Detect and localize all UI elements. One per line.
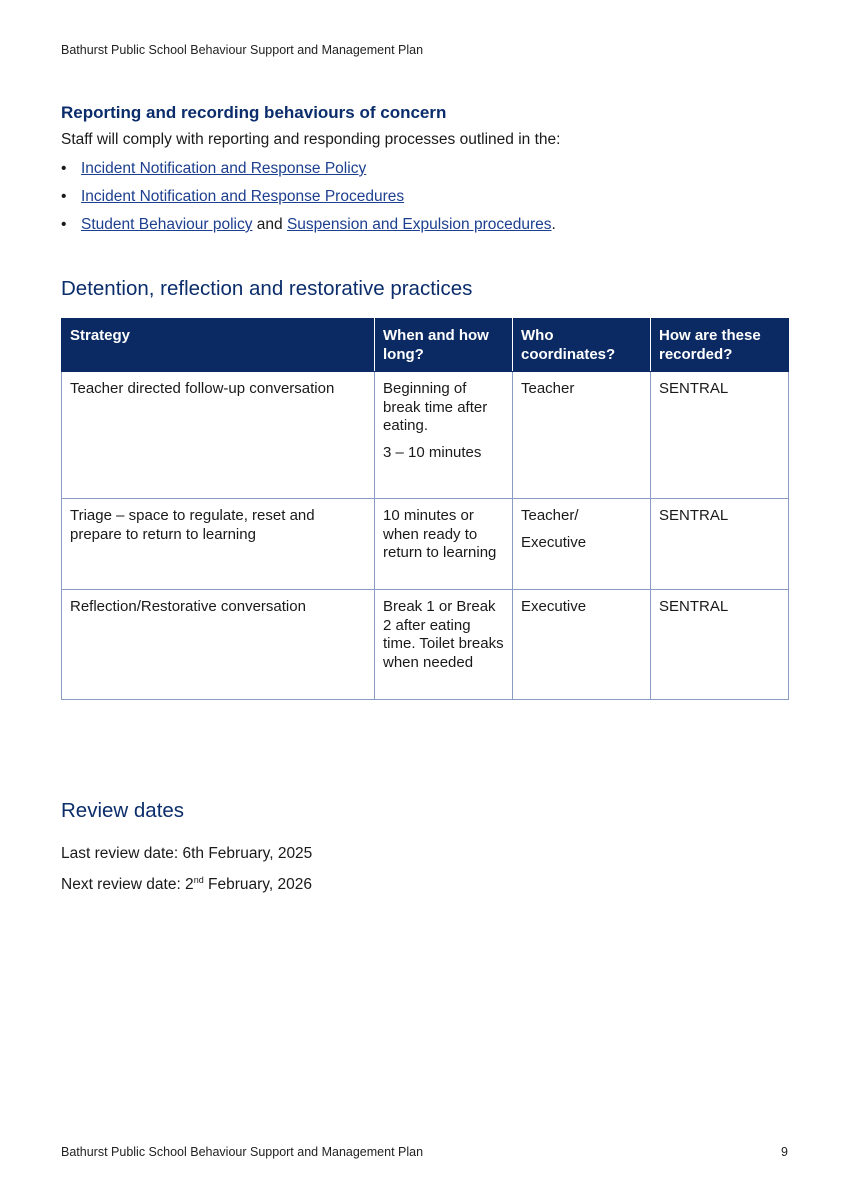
- page-footer: Bathurst Public School Behaviour Support and Management Plan: [61, 1145, 424, 1159]
- list-connector-text: and: [252, 216, 287, 233]
- reporting-heading: Reporting and recording behaviours of concern: [61, 103, 447, 122]
- column-header-when: When and how long?: [375, 319, 513, 372]
- who-text: Executive: [521, 533, 587, 551]
- when-cell: [375, 372, 513, 499]
- when-text: 10 minutes or when ready to return to learning: [383, 507, 497, 561]
- strategy-cell: Teacher directed follow-up conversation: [62, 372, 375, 499]
- table-row: [62, 372, 789, 499]
- next-review-date: [61, 867, 312, 898]
- reporting-intro: Staff will comply with reporting and responding processes outlined in the:: [61, 131, 561, 148]
- column-header-recorded: How are these recorded?: [651, 319, 789, 372]
- bullet-icon: •: [61, 216, 67, 233]
- recorded-cell: SENTRAL: [651, 590, 789, 700]
- incident-policy-link[interactable]: Incident Notification and Response Policy: [81, 160, 367, 177]
- list-item: [61, 187, 556, 215]
- when-text: Break 1 or Break 2 after eating time. Toilet breaks when needed: [383, 598, 504, 671]
- review-heading: Review dates: [61, 799, 185, 822]
- review-dates: [61, 840, 312, 898]
- table-row: [62, 590, 789, 700]
- student-behaviour-policy-link[interactable]: Student Behaviour policy: [81, 216, 253, 233]
- last-review-date: Last review date: 6th February, 2025: [61, 845, 313, 862]
- list-item: [61, 215, 556, 243]
- page-number: 9: [781, 1145, 788, 1159]
- who-text: Teacher/: [521, 507, 579, 524]
- ordinal-suffix: nd: [193, 875, 204, 885]
- when-cell: [375, 590, 513, 700]
- recorded-cell: SENTRAL: [651, 499, 789, 590]
- who-text: Executive: [521, 598, 587, 615]
- who-text: Teacher: [521, 380, 575, 397]
- bullet-icon: •: [61, 188, 67, 205]
- detention-heading: Detention, reflection and restorative practices: [61, 277, 473, 300]
- next-review-suffix: February, 2026: [203, 876, 312, 894]
- list-end-punctuation: .: [551, 216, 556, 233]
- who-cell: [513, 499, 651, 590]
- table-row: [62, 499, 789, 590]
- who-cell: [513, 372, 651, 499]
- next-review-prefix: Next review date: 2: [61, 876, 194, 894]
- table-header-row: [62, 319, 789, 372]
- bullet-icon: •: [61, 160, 67, 177]
- policy-link-list: [61, 159, 556, 243]
- list-item: [61, 159, 556, 187]
- column-header-strategy: Strategy: [62, 319, 375, 372]
- when-text: Beginning of break time after eating.: [383, 380, 488, 434]
- who-cell: [513, 590, 651, 700]
- when-duration: 3 – 10 minutes: [383, 443, 482, 461]
- strategy-cell: Reflection/Restorative conversation: [62, 590, 375, 700]
- detention-table: [61, 318, 789, 700]
- suspension-expulsion-link[interactable]: Suspension and Expulsion procedures: [286, 216, 552, 233]
- page-header: Bathurst Public School Behaviour Support and Management Plan: [61, 43, 424, 57]
- recorded-cell: SENTRAL: [651, 372, 789, 499]
- incident-procedures-link[interactable]: Incident Notification and Response Procedures: [81, 188, 405, 205]
- strategy-cell: Triage – space to regulate, reset and prepare to return to learning: [62, 499, 375, 590]
- when-cell: [375, 499, 513, 590]
- column-header-who: Who coordinates?: [513, 319, 651, 372]
